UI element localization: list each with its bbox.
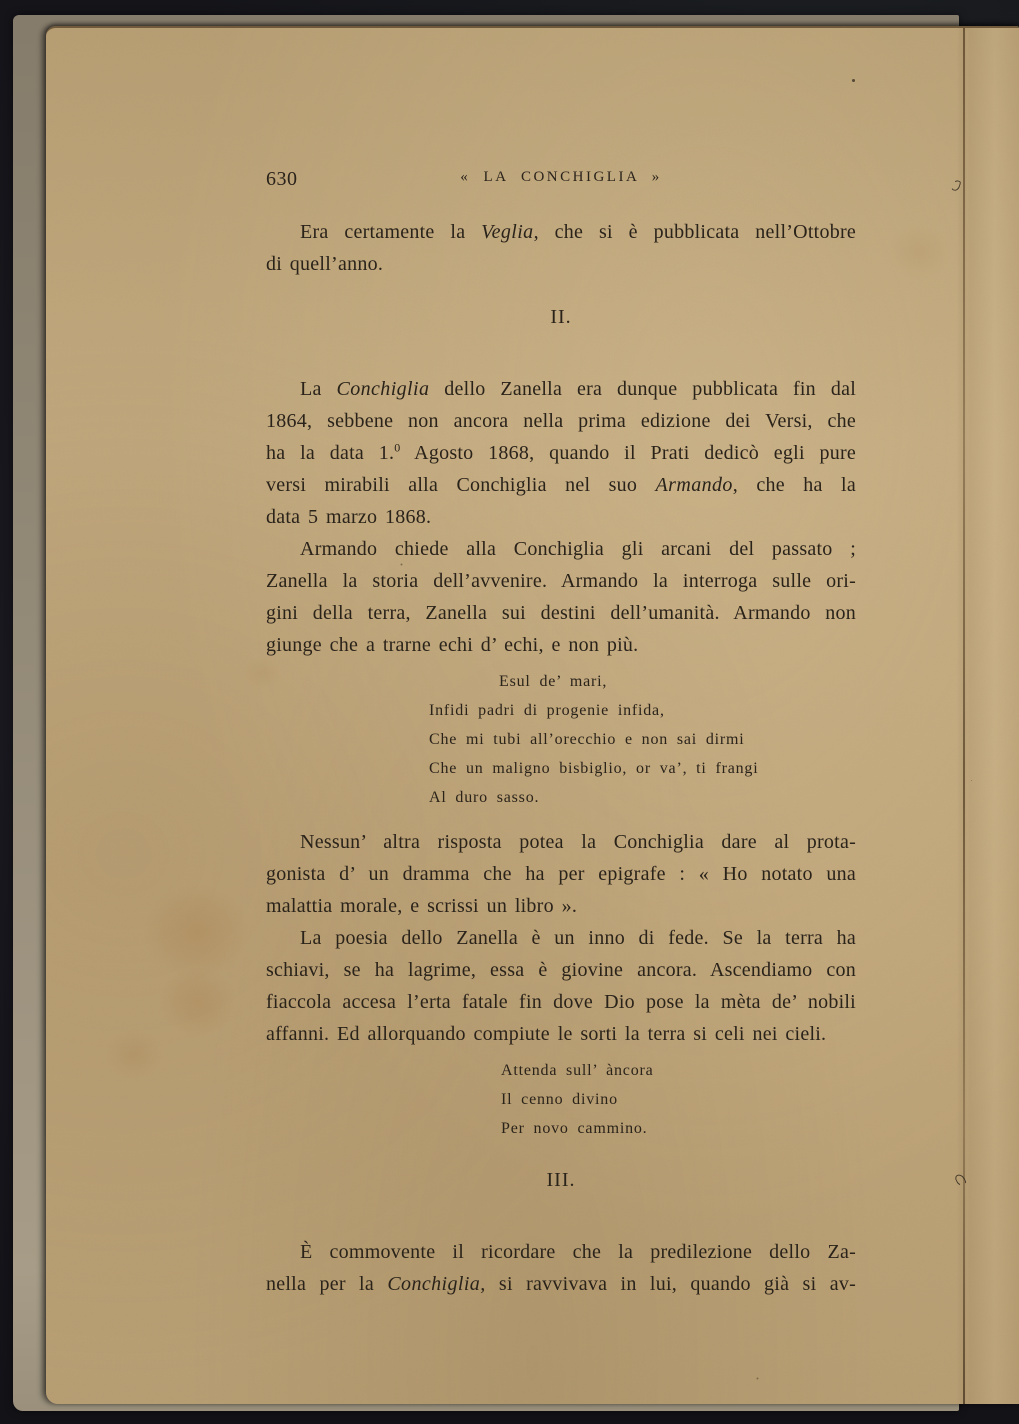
verse-line: Al duro sasso.: [429, 789, 540, 806]
paper-stain: [886, 224, 952, 280]
running-title: « LA CONCHIGLIA »: [460, 169, 662, 185]
paragraph: [266, 533, 856, 661]
verse-line: Per novo cammino.: [501, 1120, 648, 1137]
paragraph-line: La poesia dello Zanella è un inno di fede. Se la terra ha: [300, 927, 856, 949]
paragraph-line: gonista d’ un dramma che ha per epigrafe : « Ho notato una: [266, 863, 856, 885]
paragraph-line: La Conchiglia dello Zanella era dunque pubblicata fin dal: [300, 378, 856, 400]
paper-stain: [104, 1028, 164, 1080]
page-number: 630: [266, 168, 298, 190]
page-crease-line: [963, 28, 965, 1404]
paragraph: [266, 373, 856, 533]
paragraph-line: schiavi, se ha lagrime, essa è giovine ancora. Ascendiamo con: [266, 959, 856, 981]
paper-stain: [158, 966, 238, 1038]
paragraph: [266, 216, 856, 280]
paragraph-line: affanni. Ed allorquando compiute le sorti la terra si celi nei cieli.: [266, 1023, 827, 1045]
paragraph-line: È commovente il ricordare che la predilezione dello Za-: [300, 1241, 856, 1263]
verse-line: Il cenno divino: [501, 1091, 618, 1108]
book-page: [46, 26, 1019, 1404]
paragraph-line: gini della terra, Zanella sui destini dell’umanità. Armando non: [266, 602, 856, 624]
paragraph-line: di quell’anno.: [266, 253, 384, 275]
paragraph-line: 1864, sebbene non ancora nella prima edizione dei Versi, che: [266, 410, 856, 432]
paragraph-line: data 5 marzo 1868.: [266, 506, 432, 528]
paragraph-line: giunge che a trarne echi d’ echi, e non più.: [266, 634, 639, 656]
running-head: [266, 168, 856, 192]
page-curl-shading: [965, 28, 1019, 1404]
paragraph-line: fiaccola accesa l’erta fatale fin dove Dio pose la mèta de’ nobili: [266, 991, 856, 1013]
verse-line: Che mi tubi all’orecchio e non sai dirmi: [429, 731, 745, 748]
section-heading: II.: [550, 306, 572, 328]
paragraph: [266, 826, 856, 922]
paper-stain: [142, 884, 252, 980]
verse-line: Esul de’ mari,: [499, 673, 608, 690]
verse-line: Infidi padri di progenie infida,: [429, 702, 665, 719]
text-blocks: [266, 216, 856, 1300]
paragraph-line: Armando chiede alla Conchiglia gli arcani del passato ;: [300, 538, 856, 560]
verse-quote: [429, 667, 856, 812]
paragraph: [266, 1236, 856, 1300]
page-content: [266, 168, 856, 1300]
section-heading: III.: [546, 1169, 576, 1191]
paragraph-line: ha la data 1.$^0$ Agosto 1868, quando il Prati dedicò egli pure: [266, 440, 857, 464]
paragraph: [266, 922, 856, 1050]
paragraph-line: versi mirabili alla Conchiglia nel suo Armando, che ha la: [266, 474, 856, 496]
paper-speck: [852, 79, 855, 82]
paragraph-line: Nessun’ altra risposta potea la Conchiglia dare al prota-: [300, 831, 856, 853]
verse-line: Che un maligno bisbiglio, or va’, ti frangi: [429, 760, 759, 777]
paragraph-line: nella per la Conchiglia, si ravvivava in lui, quando già si av-: [266, 1273, 856, 1295]
paragraph-line: Era certamente la Veglia, che si è pubblicata nell’Ottobre: [300, 221, 857, 243]
verse-line: Attenda sull’ àncora: [501, 1062, 654, 1079]
verse-quote: [501, 1056, 856, 1143]
paragraph-line: Zanella la storia dell’avvenire. Armando la interroga sulle ori-: [266, 570, 856, 592]
paragraph-line: malattia morale, e scrissi un libro ».: [266, 895, 578, 917]
ink-blot-mark: [950, 179, 961, 192]
